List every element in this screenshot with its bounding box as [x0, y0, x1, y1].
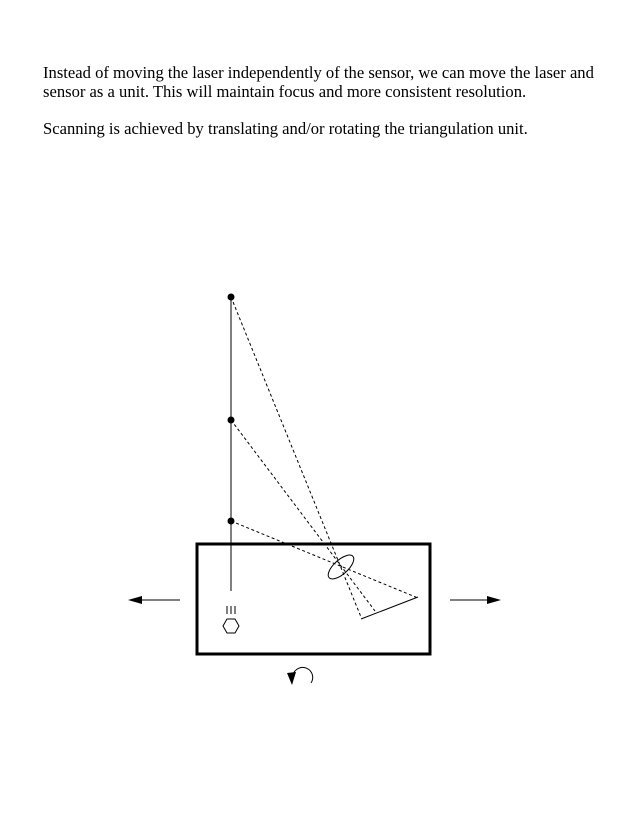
sight-lines [231, 297, 418, 617]
translate-right-arrow [450, 596, 501, 604]
translate-left-arrow [128, 596, 180, 604]
rotate-arrow-icon [287, 667, 313, 685]
laser-emitter-icon [223, 606, 239, 633]
paragraph-unit-motion: Instead of moving the laser independently of the sensor, we can move the laser and sensor as a unit. This will maintain focus and more consistent resolution. [43, 63, 594, 101]
triangulation-unit-box [197, 544, 430, 654]
paragraph-scanning: Scanning is achieved by translating and/or rotating the triangulation unit. [43, 118, 528, 138]
sensor-plate [361, 597, 418, 619]
